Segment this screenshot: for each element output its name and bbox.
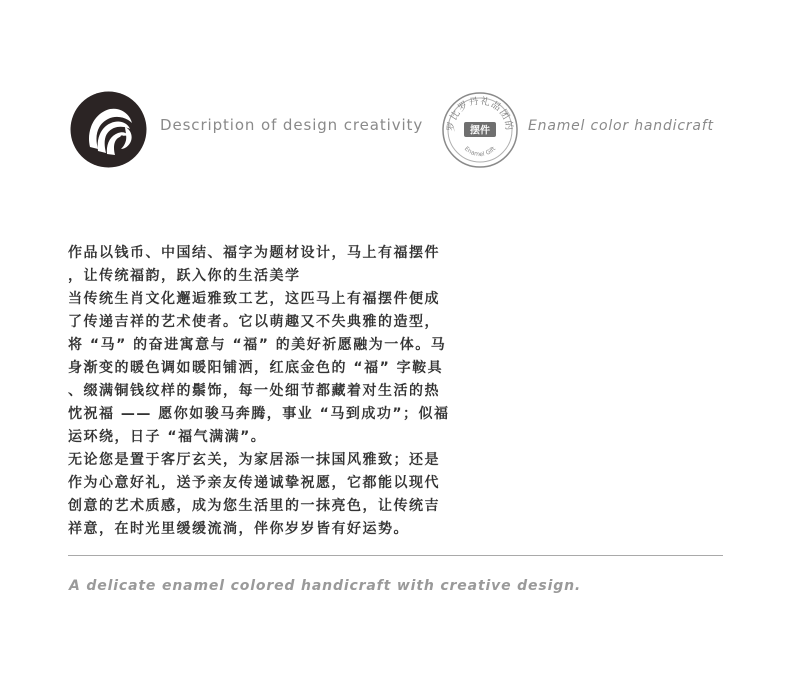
header-tagline: Description of design creativity	[160, 116, 424, 134]
description-line: 身渐变的暖色调如暖阳铺洒，红底金色的 “福” 字鞍具	[68, 360, 444, 376]
stamp-center-label: 摆件	[470, 125, 490, 137]
brand-logo-lion-icon	[70, 91, 147, 168]
description-line: 运环绕，日子 “福气满满”。	[68, 429, 267, 445]
stamp-ring-text: 罗比罗丹礼品团的	[445, 95, 515, 132]
footer-caption: A delicate enamel colored handicraft with creative design.	[69, 578, 582, 594]
description-line: 创意的艺术质感，成为您生活里的一抹亮色，让传统吉	[68, 498, 440, 514]
brand-stamp	[441, 91, 519, 169]
divider	[68, 555, 723, 556]
description-line: 忱祝福 —— 愿你如骏马奔腾，事业 “马到成功”；似福	[68, 406, 450, 422]
product-description	[68, 242, 508, 541]
description-line: 了传递吉祥的艺术使者。它以萌趣又不失典雅的造型，	[68, 314, 440, 330]
stamp-bottom-text: Enamel Gift	[462, 145, 498, 159]
description-line: 当传统生肖文化邂逅雅致工艺，这匹马上有福摆件便成	[68, 291, 440, 307]
svg-text:Enamel Gift	[463, 145, 498, 158]
header-subtitle: Enamel color handicraft	[528, 118, 714, 134]
description-line: 作品以钱币、中国结、福字为题材设计，马上有福摆件	[68, 245, 440, 261]
description-line: 无论您是置于客厅玄关，为家居添一抹国风雅致；还是	[68, 452, 440, 468]
description-line: ，让传统福韵，跃入你的生活美学	[68, 268, 301, 284]
description-line: 、缀满铜钱纹样的鬃饰，每一处细节都藏着对生活的热	[68, 383, 440, 399]
description-line: 将 “马” 的奋进寓意与 “福” 的美好祈愿融为一体。马	[68, 337, 447, 353]
description-line: 作为心意好礼，送予亲友传递诚挚祝愿，它都能以现代	[68, 475, 440, 491]
description-line: 祥意，在时光里缓缓流淌，伴你岁岁皆有好运势。	[68, 521, 409, 537]
